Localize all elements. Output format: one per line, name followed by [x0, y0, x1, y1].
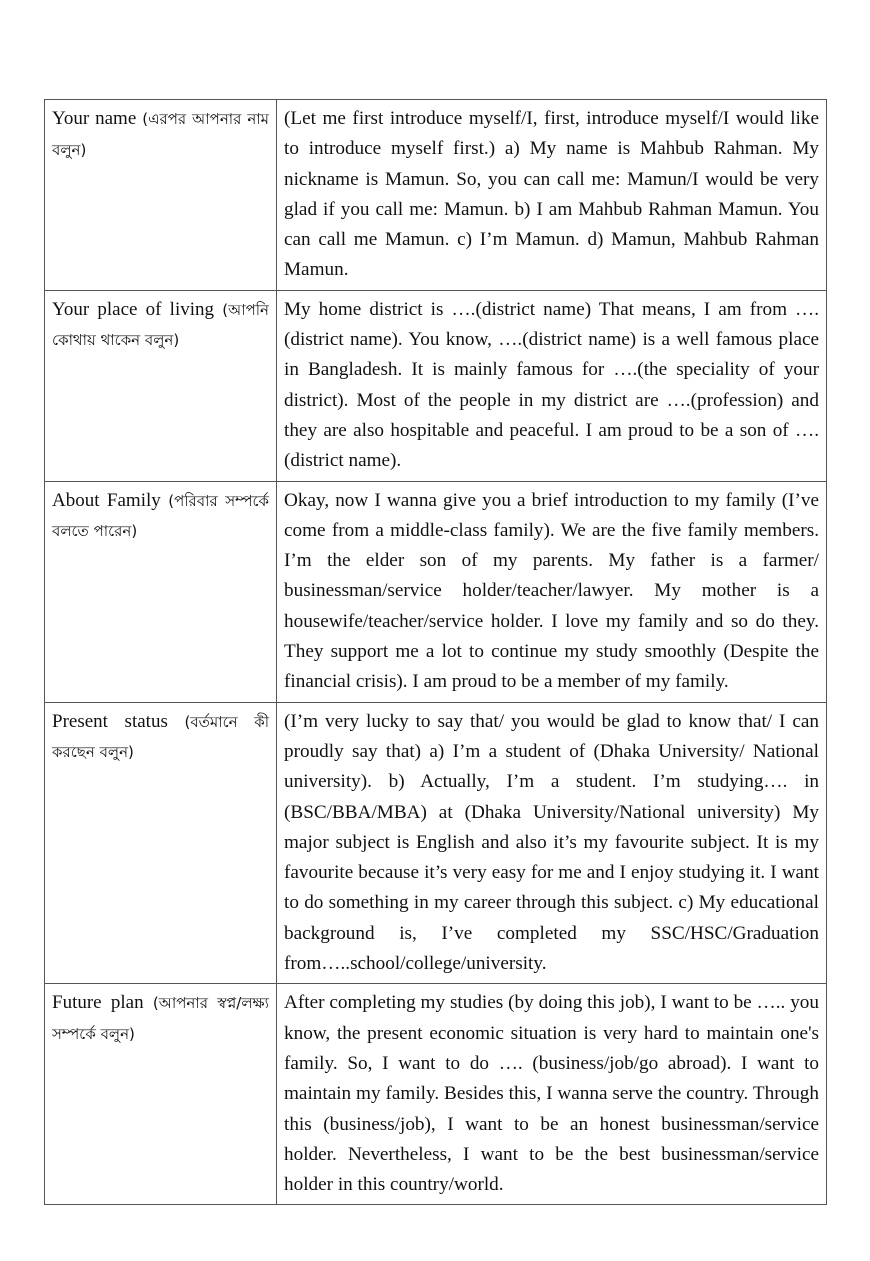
table-row [45, 984, 827, 1205]
topic-cell [45, 100, 277, 291]
topic-cell [45, 702, 277, 984]
topic-cell [45, 290, 277, 481]
table-row [45, 100, 827, 291]
topic-english: Your name [52, 108, 137, 129]
topic-cell [45, 984, 277, 1205]
topic-bengali: (আপনি কোথায় থাকেন বলুন) [52, 300, 270, 350]
topic-english: About Family [52, 489, 161, 511]
topic-bengali: (পরিবার সম্পর্কে বলতে পারেন) [52, 491, 270, 541]
topic-english: Present status [52, 710, 168, 732]
topic-bengali: (আপনার স্বপ্ন/লক্ষ্য সম্পর্কে বলুন) [52, 994, 270, 1043]
introduction-table [44, 99, 827, 1205]
topic-english: Your place of living [52, 298, 215, 320]
table-row [45, 481, 827, 702]
answer-cell: After completing my studies (by doing this job), I want to be ….. you know, the present economic situation is very hard to maintain one's family. So, I want to do …. (business/job/go abroad). I want to maintain my family. Besides this, I wanna serve the country. Through this (business/job), I want to be an honest businessman/service holder. Nevertheless, I want to be the best businessman/service holder in this country/world. [277, 984, 827, 1205]
answer-cell: (Let me first introduce myself/I, first, introduce myself/I would like to introduce myself first.) a) My name is Mahbub Rahman. My nickname is Mamun. So, you can call me: Mamun/I would be very glad if you call me: Mamun. b) I am Mahbub Rahman Mamun. You can call me Mamun. c) I’m Mamun. d) Mamun, Mahbub Rahman Mamun. [277, 100, 827, 291]
topic-cell [45, 481, 277, 702]
topic-bengali: (এরপর আপনার নাম বলুন) [52, 110, 270, 159]
topic-english: Future plan [52, 992, 144, 1014]
table-row [45, 290, 827, 481]
answer-cell: (I’m very lucky to say that/ you would be glad to know that/ I can proudly say that) a) I’m a student of (Dhaka University/ National university). b) Actually, I’m a student. I’m studying…. in (BSC/BBA/MBA) at (Dhaka University/National university) My major subject is English and also it’s my favourite subject. It is my favourite because it’s very easy for me and I enjoy studying it. I want to do something in my career through this subject. c) My educational background is, I’ve completed my SSC/HSC/Graduation from…..school/college/university. [277, 702, 827, 984]
topic-bengali: (বর্তমানে কী করছেন বলুন) [52, 712, 270, 762]
table-row [45, 702, 827, 984]
answer-cell: My home district is ….(district name) That means, I am from ….(district name). You know, ….(district name) is a well famous place in Bangladesh. It is mainly famous for ….(the speciality of your district). Most of the people in my district are ….(profession) and they are also hospitable and peaceful. I am proud to be a son of ….(district name). [277, 290, 827, 481]
answer-cell: Okay, now I wanna give you a brief introduction to my family (I’ve come from a middle-class family). We are the five family members. I’m the elder son of my parents. My father is a farmer/ businessman/service holder/teacher/lawyer. My mother is a housewife/teacher/service holder. I love my family and so do they. They support me a lot to continue my study smoothly (Despite the financial crisis). I am proud to be a member of my family. [277, 481, 827, 702]
